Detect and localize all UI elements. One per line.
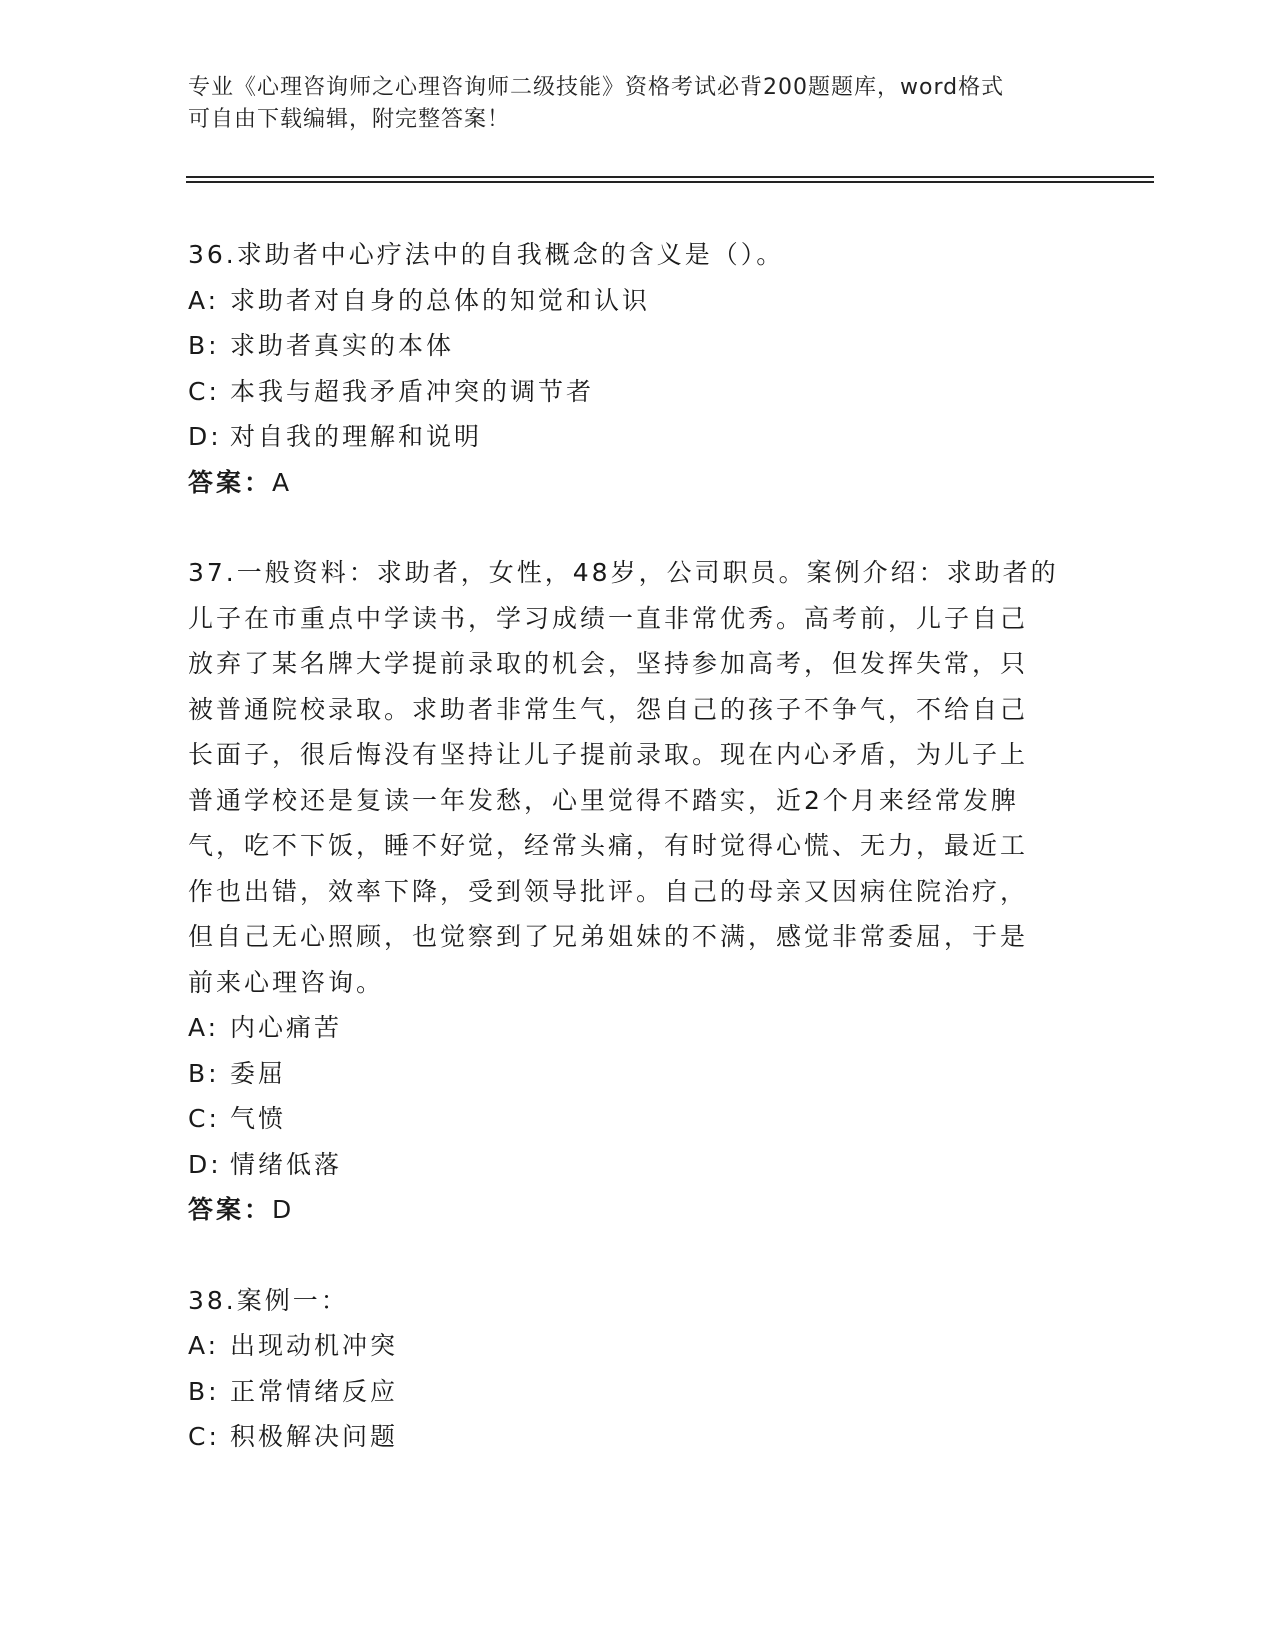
- option-d: [188, 414, 1088, 460]
- option-text: 内心痛苦: [230, 1013, 343, 1042]
- question-stem-line: 作也出错，效率下降，受到领导批评。自己的母亲又因病住院治疗，: [188, 876, 1029, 906]
- question-list: [188, 232, 1088, 1505]
- answer-label: 答案：: [188, 1195, 273, 1224]
- header-divider-bottom: [186, 181, 1154, 183]
- option-text: 求助者对自身的总体的知觉和认识: [230, 285, 651, 315]
- option-c: [188, 1096, 1088, 1142]
- option-text: 对自我的理解和说明: [230, 422, 483, 451]
- question-stem-line: 气，吃不下饭，睡不好觉，经常头痛，有时觉得心慌、无力，最近工: [188, 831, 1029, 860]
- answer-label: 答案：: [188, 467, 273, 497]
- option-text: 委屈: [230, 1058, 287, 1088]
- option-key: B:: [188, 1376, 220, 1406]
- option-c: [188, 369, 1088, 415]
- question-stem: 38.案例一：: [188, 1285, 349, 1315]
- question-stem-line: 但自己无心照顾，也觉察到了兄弟姐妹的不满，感觉非常委屈，于是: [188, 922, 1029, 951]
- option-key: A:: [188, 285, 220, 315]
- question-stem-line: 儿子在市重点中学读书，学习成绩一直非常优秀。高考前，儿子自己: [188, 603, 1029, 633]
- option-key: D:: [188, 422, 222, 451]
- option-key: C:: [188, 1104, 220, 1133]
- question-36: [188, 232, 1088, 505]
- question-stem-line: 前来心理咨询。: [188, 967, 385, 997]
- option-key: C:: [188, 1422, 220, 1451]
- header-line-1: 专业《心理咨询师之心理咨询师二级技能》资格考试必背200题题库，word格式: [188, 75, 1005, 100]
- option-b: [188, 1369, 1088, 1415]
- option-key: B:: [188, 1058, 220, 1088]
- answer-line: [188, 460, 1088, 506]
- option-key: C:: [188, 376, 220, 406]
- question-37: [188, 550, 1088, 1233]
- option-text: 积极解决问题: [230, 1422, 399, 1451]
- option-a: [188, 278, 1088, 324]
- header-divider-top: [186, 176, 1154, 178]
- option-key: B:: [188, 331, 220, 360]
- question-38: [188, 1278, 1088, 1460]
- option-key: A:: [188, 1331, 220, 1360]
- option-key: D:: [188, 1149, 222, 1179]
- option-a: [188, 1005, 1088, 1051]
- question-stem-line: 37.一般资料：求助者，女性，48岁，公司职员。案例介绍：求助者的: [188, 558, 1059, 587]
- option-text: 情绪低落: [230, 1149, 343, 1179]
- option-a: [188, 1323, 1088, 1369]
- header-line-2: 可自由下载编辑，附完整答案！: [188, 107, 511, 132]
- question-stem-line: 放弃了某名牌大学提前录取的机会，坚持参加高考，但发挥失常，只: [188, 649, 1029, 678]
- question-stem: 36.求助者中心疗法中的自我概念的含义是（）。: [188, 240, 785, 269]
- option-text: 求助者真实的本体: [230, 331, 455, 360]
- option-b: [188, 323, 1088, 369]
- question-stem-line: 被普通院校录取。求助者非常生气，怨自己的孩子不争气，不给自己: [188, 694, 1029, 724]
- option-c: [188, 1414, 1088, 1460]
- answer-line: [188, 1187, 1088, 1233]
- answer-value: A: [272, 467, 293, 497]
- option-text: 出现动机冲突: [230, 1331, 399, 1360]
- document-header: [188, 72, 1088, 136]
- option-text: 正常情绪反应: [230, 1376, 399, 1406]
- option-d: [188, 1142, 1088, 1188]
- question-stem-line: 普通学校还是复读一年发愁，心里觉得不踏实，近2个月来经常发脾: [188, 785, 1019, 815]
- option-b: [188, 1051, 1088, 1097]
- answer-value: D: [272, 1195, 295, 1224]
- option-text: 本我与超我矛盾冲突的调节者: [230, 376, 595, 406]
- option-key: A:: [188, 1013, 220, 1042]
- option-text: 气愤: [230, 1104, 287, 1133]
- question-stem-line: 长面子，很后悔没有坚持让儿子提前录取。现在内心矛盾，为儿子上: [188, 740, 1029, 769]
